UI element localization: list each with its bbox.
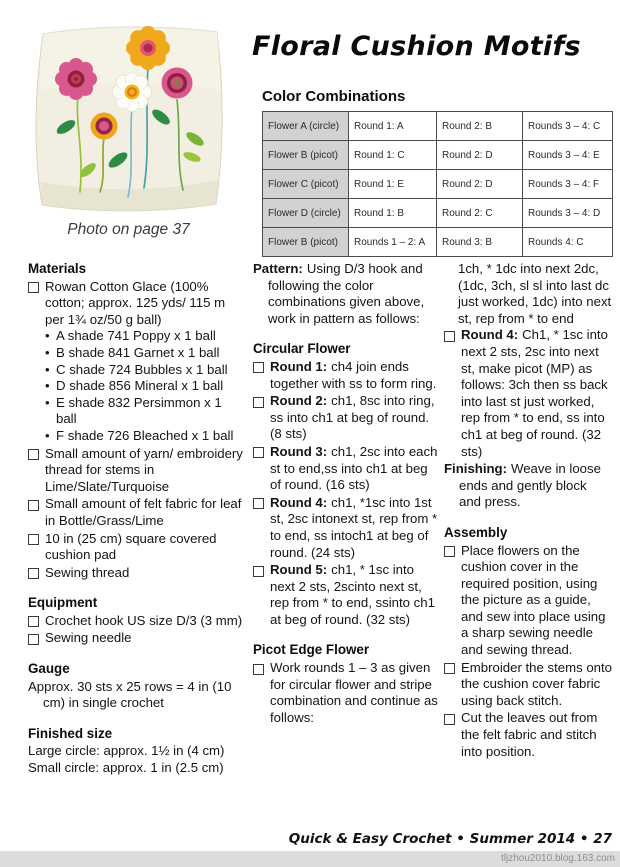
bullet-icon: • bbox=[45, 427, 50, 443]
checkbox-icon bbox=[253, 664, 264, 675]
equipment-heading: Equipment bbox=[28, 595, 98, 611]
list-item bbox=[45, 328, 244, 345]
list-item bbox=[45, 428, 244, 445]
checkbox-icon bbox=[444, 546, 455, 557]
round-cell: Rounds 1 – 2: A bbox=[349, 228, 437, 257]
shade-item: C shade 724 Bubbles x 1 ball bbox=[56, 361, 228, 377]
column-right bbox=[444, 261, 612, 777]
round-cell: Rounds 3 – 4: C bbox=[523, 112, 613, 141]
color-combinations-table bbox=[262, 111, 613, 257]
checkbox-icon bbox=[28, 449, 39, 460]
round-cell: Round 2: B bbox=[437, 112, 523, 141]
bullet-icon: • bbox=[45, 394, 50, 410]
gauge-text: Approx. 30 sts x 25 rows = 4 in (10 cm) in single crochet bbox=[28, 678, 232, 711]
flower-cell: Flower C (picot) bbox=[263, 170, 349, 199]
list-item bbox=[28, 531, 244, 564]
flower-cell: Flower D (circle) bbox=[263, 199, 349, 228]
bullet-icon: • bbox=[45, 378, 50, 394]
list-item bbox=[444, 543, 612, 659]
round-item bbox=[253, 444, 440, 494]
assembly-item: Embroider the stems onto the cushion cover fabric using back stitch. bbox=[461, 659, 612, 708]
flower-pink-picot bbox=[55, 58, 97, 100]
list-item bbox=[28, 630, 244, 647]
watermark-text: tljzhou2010.blog.163.com bbox=[501, 853, 615, 864]
round-cell: Round 2: D bbox=[437, 141, 523, 170]
checkbox-icon bbox=[28, 500, 39, 511]
column-left bbox=[28, 261, 244, 777]
picot-continuation: 1ch, * 1dc into next 2dc, (1dc, 3ch, sl sl into last dc just worked, 1dc) into next st, rep from * to end bbox=[458, 261, 612, 326]
round-label: Round 4: bbox=[461, 327, 519, 343]
table-row bbox=[263, 199, 613, 228]
round-label: Round 4: bbox=[270, 494, 328, 510]
round-text: ch1, *1sc into 1st st, 2sc intonext st, rep from * to end, ss intoch1 at beg of round. (24 sts) bbox=[270, 494, 438, 560]
flower-cell: Flower B (picot) bbox=[263, 141, 349, 170]
checkbox-icon bbox=[28, 634, 39, 645]
shade-item: E shade 832 Persimmon x 1 ball bbox=[56, 394, 222, 427]
cushion-photo bbox=[25, 20, 232, 216]
finished-size-heading: Finished size bbox=[28, 725, 113, 741]
list-item bbox=[45, 378, 244, 395]
flower-gold-picot bbox=[126, 26, 170, 70]
table-row bbox=[263, 112, 613, 141]
materials-heading: Materials bbox=[28, 261, 87, 276]
finishing-paragraph bbox=[444, 461, 612, 511]
round-cell: Round 3: B bbox=[437, 228, 523, 257]
checkbox-icon bbox=[444, 663, 455, 674]
round-label: Round 3: bbox=[270, 443, 328, 459]
flower-pink-circle bbox=[162, 68, 193, 99]
pattern-paragraph bbox=[253, 261, 440, 327]
shade-item: F shade 726 Bleached x 1 ball bbox=[56, 427, 234, 443]
list-item bbox=[28, 613, 244, 630]
round-text: ch1, 2sc into each st to end,ss into ch1 at beg of round. (16 sts) bbox=[270, 443, 438, 493]
shade-item: A shade 741 Poppy x 1 ball bbox=[56, 328, 216, 344]
round-text: ch4 join ends together with ss to form ring. bbox=[270, 358, 437, 391]
checkbox-icon bbox=[253, 362, 264, 373]
materials-item: Rowan Cotton Glace (100% cotton; approx. 125 yds/ 115 m per 1¾ oz/50 g ball) bbox=[45, 278, 226, 327]
checkbox-icon bbox=[253, 566, 264, 577]
finishing-text: Weave in loose ends and gently block and press. bbox=[459, 461, 601, 510]
round-cell: Rounds 3 – 4: F bbox=[523, 170, 613, 199]
list-item bbox=[28, 279, 244, 445]
circular-flower-heading: Circular Flower bbox=[253, 341, 351, 357]
list-item bbox=[28, 565, 244, 582]
materials-item: Small amount of felt fabric for leaf in Bottle/Grass/Lime bbox=[45, 496, 242, 528]
round-item bbox=[444, 327, 612, 460]
round-text: Ch1, * 1sc into next 2 sts, 2sc into next st, make picot (MP) as follows: 3ch then ss back into last st just worked, rep from * to end, ss into ch1 at beg of round. (32 sts) bbox=[461, 327, 608, 459]
color-combinations-heading: Color Combinations bbox=[262, 88, 406, 105]
list-item bbox=[444, 660, 612, 710]
checkbox-icon bbox=[444, 714, 455, 725]
flower-cell: Flower B (picot) bbox=[263, 228, 349, 257]
checkbox-icon bbox=[253, 498, 264, 509]
picot-intro: Work rounds 1 – 3 as given for circular flower and stripe combination and continue as follows: bbox=[270, 660, 438, 725]
round-cell: Round 1: E bbox=[349, 170, 437, 199]
body-columns bbox=[28, 261, 612, 777]
list-item bbox=[253, 660, 440, 726]
cushion-illustration bbox=[25, 20, 232, 216]
materials-item: Small amount of yarn/ embroidery thread for stems in Lime/Slate/Turquoise bbox=[45, 445, 243, 494]
assembly-item: Cut the leaves out from the felt fabric and stitch into position. bbox=[461, 710, 598, 759]
round-cell: Round 1: C bbox=[349, 141, 437, 170]
page-title: Floral Cushion Motifs bbox=[252, 31, 581, 62]
round-label: Round 1: bbox=[270, 358, 328, 374]
flower-white-picot bbox=[113, 73, 152, 112]
finished-size-line: Large circle: approx. 1½ in (4 cm) bbox=[28, 743, 225, 759]
gauge-heading: Gauge bbox=[28, 661, 70, 677]
photo-caption: Photo on page 37 bbox=[67, 221, 190, 238]
round-cell: Round 2: C bbox=[437, 199, 523, 228]
list-item bbox=[28, 496, 244, 529]
finishing-label: Finishing: bbox=[444, 461, 507, 477]
bullet-icon: • bbox=[45, 344, 50, 360]
flower-gold-circle bbox=[91, 113, 118, 140]
checkbox-icon bbox=[28, 568, 39, 579]
round-item bbox=[253, 562, 440, 628]
list-item bbox=[45, 345, 244, 362]
page-footer: Quick & Easy Crochet • Summer 2014 • 27 bbox=[288, 831, 612, 847]
round-cell: Round 1: B bbox=[349, 199, 437, 228]
pattern-label: Pattern: bbox=[253, 261, 303, 276]
round-cell: Rounds 4: C bbox=[523, 228, 613, 257]
materials-item: 10 in (25 cm) square covered cushion pad bbox=[45, 530, 217, 563]
list-item bbox=[28, 446, 244, 496]
round-cell: Round 1: A bbox=[349, 112, 437, 141]
pattern-text: Using D/3 hook and following the color combinations given above, work in pattern as follows: bbox=[268, 261, 425, 326]
bullet-icon: • bbox=[45, 328, 50, 344]
shade-item: D shade 856 Mineral x 1 ball bbox=[56, 378, 224, 394]
picot-edge-flower-heading: Picot Edge Flower bbox=[253, 642, 370, 658]
round-cell: Rounds 3 – 4: E bbox=[523, 141, 613, 170]
watermark-bar bbox=[0, 851, 620, 867]
table-row bbox=[263, 170, 613, 199]
shade-item: B shade 841 Garnet x 1 ball bbox=[56, 344, 220, 360]
round-label: Round 5: bbox=[270, 562, 328, 578]
list-item bbox=[45, 362, 244, 379]
flower-cell: Flower A (circle) bbox=[263, 112, 349, 141]
round-item bbox=[253, 359, 440, 392]
checkbox-icon bbox=[28, 282, 39, 293]
round-text: ch1, 8sc into ring, ss into ch1 at beg of round. (8 sts) bbox=[270, 393, 435, 442]
column-middle bbox=[253, 261, 440, 777]
round-item bbox=[253, 495, 440, 561]
materials-item: Sewing thread bbox=[45, 564, 130, 580]
checkbox-icon bbox=[444, 331, 455, 342]
bullet-icon: • bbox=[45, 361, 50, 377]
equipment-item: Sewing needle bbox=[45, 630, 132, 646]
round-item bbox=[253, 393, 440, 443]
list-item bbox=[444, 710, 612, 760]
list-item bbox=[45, 395, 244, 428]
finished-size-line: Small circle: approx. 1 in (2.5 cm) bbox=[28, 760, 224, 776]
checkbox-icon bbox=[28, 534, 39, 545]
round-text: ch1, * 1sc into next 2 sts, 2scinto next st, rep from * to end, ssinto ch1 at beg of round. (32 sts) bbox=[270, 562, 435, 627]
round-cell: Round 2: D bbox=[437, 170, 523, 199]
round-cell: Rounds 3 – 4: D bbox=[523, 199, 613, 228]
round-label: Round 2: bbox=[270, 393, 328, 409]
checkbox-icon bbox=[253, 397, 264, 408]
checkbox-icon bbox=[28, 616, 39, 627]
table-row bbox=[263, 228, 613, 257]
assembly-item: Place flowers on the cushion cover in the required position, using the picture as a guide, and sew into place using a sharp sewing needle and sewing thread. bbox=[461, 542, 606, 658]
assembly-heading: Assembly bbox=[444, 524, 508, 540]
table-row bbox=[263, 141, 613, 170]
checkbox-icon bbox=[253, 447, 264, 458]
equipment-item: Crochet hook US size D/3 (3 mm) bbox=[45, 612, 243, 628]
